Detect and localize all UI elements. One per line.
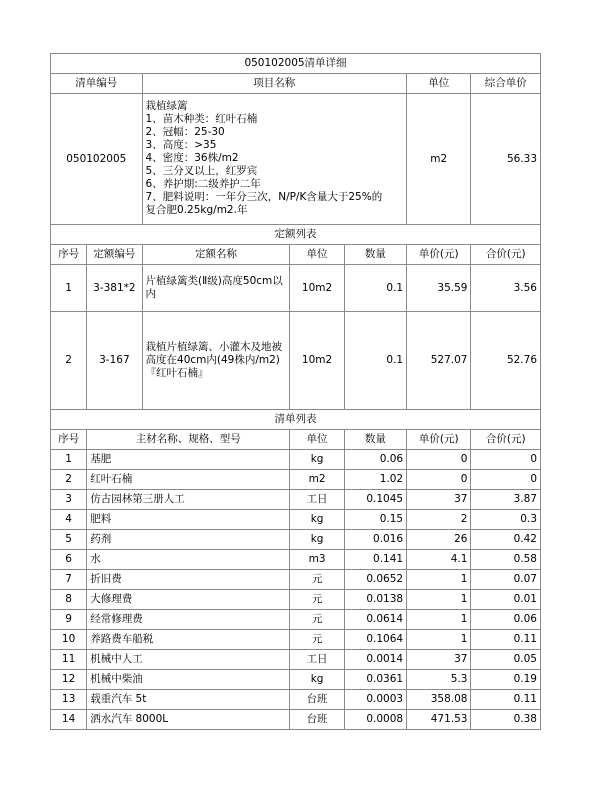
list-item-description — [142, 94, 407, 225]
material-price: 37 — [407, 490, 471, 510]
material-unit: 元 — [290, 630, 344, 650]
quota-unit: 10m2 — [290, 265, 344, 312]
material-unit: 台班 — [290, 690, 344, 710]
quota-header-code: 定额编号 — [87, 245, 142, 265]
material-seq: 6 — [51, 550, 87, 570]
material-row — [51, 530, 541, 550]
material-row — [51, 630, 541, 650]
quota-seq: 1 — [51, 265, 87, 312]
material-row — [51, 670, 541, 690]
material-unit: kg — [290, 510, 344, 530]
list-item-unit: m2 — [407, 94, 471, 225]
material-price: 1 — [407, 570, 471, 590]
material-seq: 4 — [51, 510, 87, 530]
material-section-title: 清单列表 — [51, 410, 541, 430]
list-header-row — [51, 74, 541, 94]
material-total: 0.3 — [471, 510, 541, 530]
list-item-price: 56.33 — [471, 94, 541, 225]
quota-unit: 10m2 — [290, 312, 344, 410]
description-line: 3、高度：>35 — [145, 139, 217, 151]
material-qty: 0.0014 — [344, 650, 406, 670]
material-qty: 0.1045 — [344, 490, 406, 510]
header-unit: 单位 — [407, 74, 471, 94]
material-header-unit: 单位 — [290, 430, 344, 450]
material-seq: 5 — [51, 530, 87, 550]
description-line: 4、密度：36株/m2 — [145, 152, 239, 164]
material-name: 药剂 — [87, 530, 290, 550]
material-qty: 0.016 — [344, 530, 406, 550]
material-name: 养路费车船税 — [87, 630, 290, 650]
material-header-name: 主材名称、规格、型号 — [87, 430, 290, 450]
quota-header-price: 单价(元) — [407, 245, 471, 265]
quota-code: 3-381*2 — [87, 265, 142, 312]
material-name: 红叶石楠 — [87, 470, 290, 490]
header-list-code: 清单编号 — [51, 74, 143, 94]
material-price: 471.53 — [407, 710, 471, 730]
material-unit: kg — [290, 450, 344, 470]
material-name: 经常修理费 — [87, 610, 290, 630]
quota-header-name: 定额名称 — [142, 245, 290, 265]
material-section-row — [51, 410, 541, 430]
material-row — [51, 590, 541, 610]
material-total: 0 — [471, 470, 541, 490]
material-qty: 0.06 — [344, 450, 406, 470]
material-price: 26 — [407, 530, 471, 550]
material-total: 0.01 — [471, 590, 541, 610]
material-qty: 0.15 — [344, 510, 406, 530]
material-qty: 0.1064 — [344, 630, 406, 650]
quota-header-qty: 数量 — [344, 245, 406, 265]
quota-qty: 0.1 — [344, 265, 406, 312]
material-row — [51, 450, 541, 470]
material-seq: 14 — [51, 710, 87, 730]
quota-seq: 2 — [51, 312, 87, 410]
material-row — [51, 690, 541, 710]
material-seq: 8 — [51, 590, 87, 610]
material-seq: 2 — [51, 470, 87, 490]
material-qty: 0.0614 — [344, 610, 406, 630]
material-unit: m3 — [290, 550, 344, 570]
material-total: 0 — [471, 450, 541, 470]
material-row — [51, 550, 541, 570]
quota-price: 527.07 — [407, 312, 471, 410]
description-line: 1、苗木种类：红叶石楠 — [145, 113, 258, 125]
list-item-code: 050102005 — [51, 94, 143, 225]
material-seq: 7 — [51, 570, 87, 590]
material-total: 0.19 — [471, 670, 541, 690]
material-price: 4.1 — [407, 550, 471, 570]
quota-header-seq: 序号 — [51, 245, 87, 265]
material-total: 0.42 — [471, 530, 541, 550]
quota-header-unit: 单位 — [290, 245, 344, 265]
material-header-seq: 序号 — [51, 430, 87, 450]
table-body — [51, 54, 541, 730]
material-row — [51, 710, 541, 730]
header-unit-price: 综合单价 — [471, 74, 541, 94]
quota-header-row — [51, 245, 541, 265]
material-unit: kg — [290, 670, 344, 690]
material-total: 0.38 — [471, 710, 541, 730]
material-name: 大修理费 — [87, 590, 290, 610]
material-qty: 0.0361 — [344, 670, 406, 690]
quota-section-row — [51, 225, 541, 245]
material-seq: 3 — [51, 490, 87, 510]
material-name: 机械中人工 — [87, 650, 290, 670]
description-line: 2、冠幅：25-30 — [145, 126, 225, 138]
quota-name: 片植绿篱类(Ⅱ级)高度50cm以内 — [142, 265, 290, 312]
material-seq: 1 — [51, 450, 87, 470]
quota-row — [51, 312, 541, 410]
bill-detail-table — [50, 53, 541, 730]
material-row — [51, 510, 541, 530]
material-unit: 工日 — [290, 490, 344, 510]
description-line: 复合肥0.25kg/m2.年 — [145, 204, 248, 216]
material-seq: 13 — [51, 690, 87, 710]
description-line: 5、三分叉以上，红罗宾 — [145, 165, 258, 177]
material-price: 37 — [407, 650, 471, 670]
header-item-name: 项目名称 — [142, 74, 407, 94]
table-title: 050102005清单详细 — [51, 54, 541, 74]
material-total: 0.07 — [471, 570, 541, 590]
quota-total: 3.56 — [471, 265, 541, 312]
material-header-price: 单价(元) — [407, 430, 471, 450]
material-row — [51, 610, 541, 630]
material-total: 0.05 — [471, 650, 541, 670]
quota-section-title: 定额列表 — [51, 225, 541, 245]
material-qty: 0.0003 — [344, 690, 406, 710]
description-line: 栽植绿篱 — [145, 100, 188, 112]
material-header-total: 合价(元) — [471, 430, 541, 450]
quota-price: 35.59 — [407, 265, 471, 312]
material-qty: 0.0008 — [344, 710, 406, 730]
material-unit: 工日 — [290, 650, 344, 670]
material-seq: 10 — [51, 630, 87, 650]
material-unit: 元 — [290, 590, 344, 610]
material-qty: 1.02 — [344, 470, 406, 490]
material-header-qty: 数量 — [344, 430, 406, 450]
quota-row — [51, 265, 541, 312]
quota-total: 52.76 — [471, 312, 541, 410]
material-name: 载重汽车 5t — [87, 690, 290, 710]
material-price: 0 — [407, 450, 471, 470]
material-name: 基肥 — [87, 450, 290, 470]
list-item-row — [51, 94, 541, 225]
material-unit: m2 — [290, 470, 344, 490]
material-row — [51, 490, 541, 510]
material-total: 0.11 — [471, 630, 541, 650]
material-unit: 台班 — [290, 710, 344, 730]
material-total: 0.58 — [471, 550, 541, 570]
quota-qty: 0.1 — [344, 312, 406, 410]
material-seq: 11 — [51, 650, 87, 670]
material-price: 1 — [407, 630, 471, 650]
material-qty: 0.141 — [344, 550, 406, 570]
material-row — [51, 470, 541, 490]
material-unit: kg — [290, 530, 344, 550]
material-price: 5.3 — [407, 670, 471, 690]
material-price: 0 — [407, 470, 471, 490]
material-price: 1 — [407, 610, 471, 630]
description-line: 7、肥料说明：一年分三次，N/P/K含量大于25%的 — [145, 191, 383, 203]
material-header-row — [51, 430, 541, 450]
material-total: 0.11 — [471, 690, 541, 710]
material-name: 水 — [87, 550, 290, 570]
material-row — [51, 570, 541, 590]
quota-header-total: 合价(元) — [471, 245, 541, 265]
material-name: 洒水汽车 8000L — [87, 710, 290, 730]
material-price: 1 — [407, 590, 471, 610]
material-name: 折旧费 — [87, 570, 290, 590]
material-price: 358.08 — [407, 690, 471, 710]
material-name: 仿古园林第三册人工 — [87, 490, 290, 510]
material-seq: 9 — [51, 610, 87, 630]
material-total: 3.87 — [471, 490, 541, 510]
material-row — [51, 650, 541, 670]
material-seq: 12 — [51, 670, 87, 690]
title-row — [51, 54, 541, 74]
quota-name: 栽植片植绿篱、小灌木及地被高度在40cm内(49株内/m2)『红叶石楠』 — [142, 312, 290, 410]
material-qty: 0.0652 — [344, 570, 406, 590]
material-price: 2 — [407, 510, 471, 530]
material-name: 肥料 — [87, 510, 290, 530]
material-name: 机械中柴油 — [87, 670, 290, 690]
material-total: 0.06 — [471, 610, 541, 630]
material-unit: 元 — [290, 610, 344, 630]
quota-code: 3-167 — [87, 312, 142, 410]
material-qty: 0.0138 — [344, 590, 406, 610]
description-line: 6、养护期:二级养护二年 — [145, 178, 261, 190]
material-unit: 元 — [290, 570, 344, 590]
